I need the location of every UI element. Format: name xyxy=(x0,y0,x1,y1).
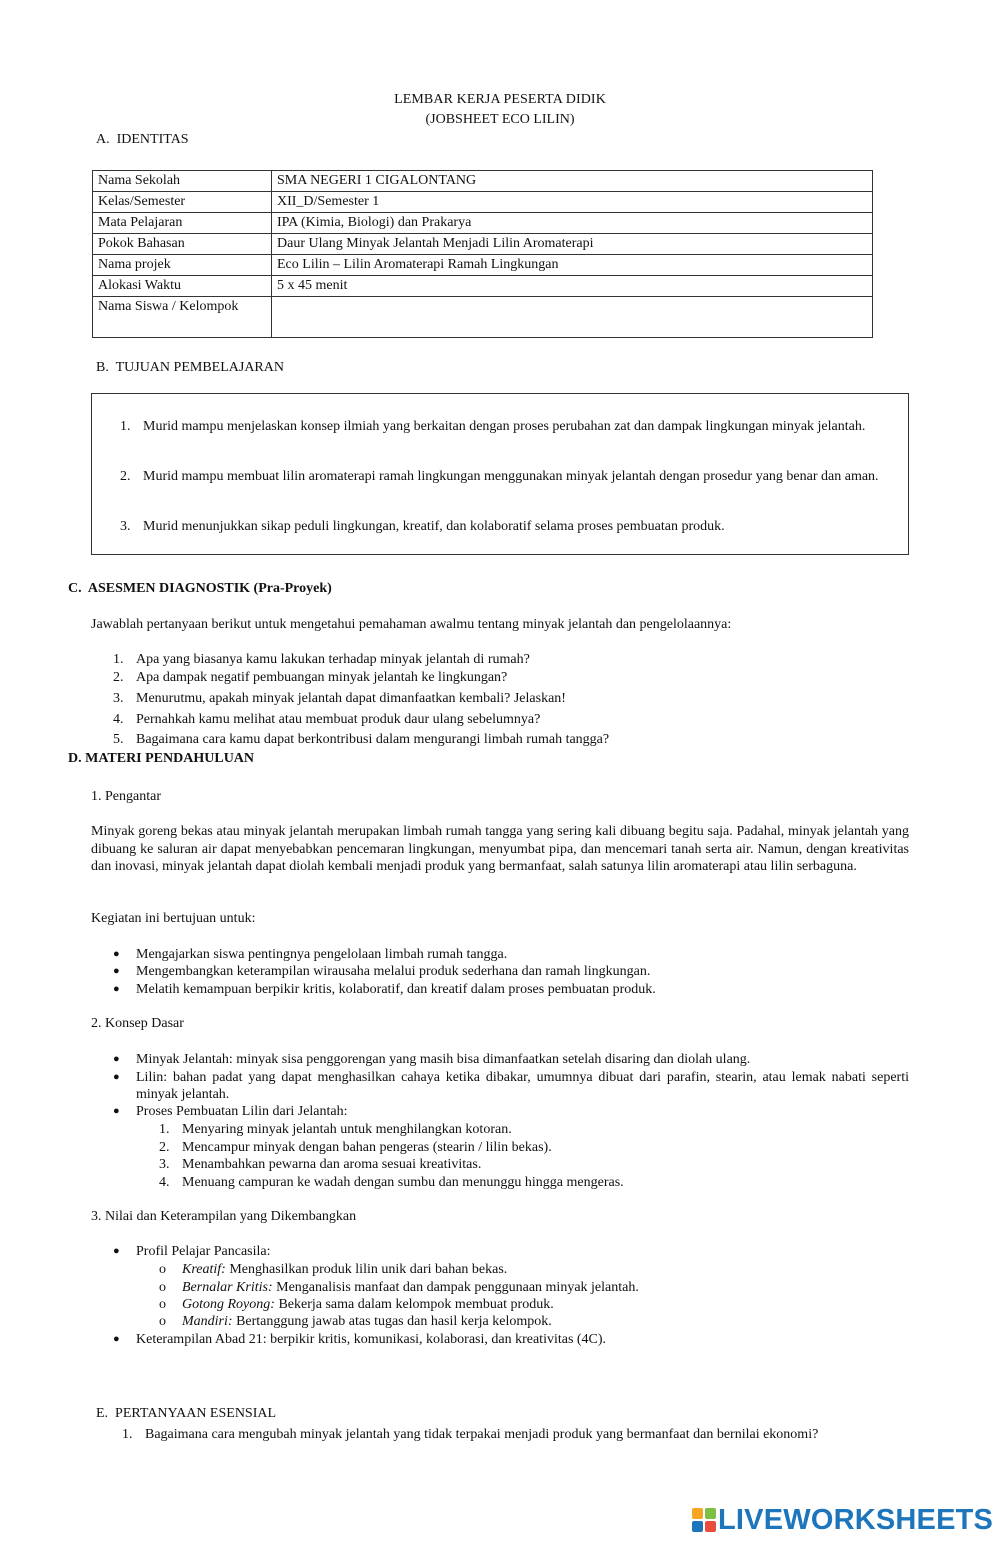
list-item xyxy=(120,468,900,486)
identity-value: Eco Lilin – Lilin Aromaterapi Ramah Lingkungan xyxy=(272,255,873,276)
list-item xyxy=(113,963,909,980)
document-title: LEMBAR KERJA PESERTA DIDIK xyxy=(394,92,606,107)
profil-term: Kreatif: xyxy=(182,1262,226,1277)
table-row xyxy=(93,297,873,338)
list-number: 3. xyxy=(113,691,124,706)
circle-bullet-icon: o xyxy=(159,1314,166,1329)
identity-label: Kelas/Semester xyxy=(93,192,272,213)
bullet-icon: ● xyxy=(113,1333,120,1345)
bullet-icon: ● xyxy=(113,948,120,960)
list-text: Apa dampak negatif pembuangan minyak jelantah ke lingkungan? xyxy=(136,670,508,685)
profil-term: Gotong Royong: xyxy=(182,1297,275,1312)
list-number: 1. xyxy=(120,419,131,434)
list-number: 5. xyxy=(113,732,124,747)
identity-label: Mata Pelajaran xyxy=(93,213,272,234)
list-text: Bagaimana cara mengubah minyak jelantah yang tidak terpakai menjadi produk yang bermanfaat dan bernilai ekonomi? xyxy=(145,1427,819,1442)
bullet-icon: ● xyxy=(113,1105,120,1117)
liveworksheets-logo xyxy=(692,1503,993,1537)
list-text: Menganalisis manfaat dan dampak penggunaan minyak jelantah. xyxy=(272,1280,639,1295)
list-number: 4. xyxy=(159,1175,170,1190)
table-row xyxy=(93,255,873,276)
list-text: Bertanggung jawab atas tugas dan hasil kerja kelompok. xyxy=(232,1314,552,1329)
list-text: Menuang campuran ke wadah dengan sumbu dan menunggu hingga mengeras. xyxy=(182,1175,624,1190)
list-text: Murid mampu membuat lilin aromaterapi ramah lingkungan menggunakan minyak jelantah dengan prosedur yang benar dan aman. xyxy=(143,469,879,484)
list-text: Menghasilkan produk lilin unik dari bahan bekas. xyxy=(225,1262,508,1277)
bullet-icon: ● xyxy=(113,1071,120,1083)
identity-value: Daur Ulang Minyak Jelantah Menjadi Lilin Aromaterapi xyxy=(272,234,873,255)
list-text: Mencampur minyak dengan bahan pengeras (stearin / lilin bekas). xyxy=(182,1140,552,1155)
list-number: 3. xyxy=(120,519,131,534)
subsection-title: 1. Pengantar xyxy=(91,789,161,804)
document-subtitle: (JOBSHEET ECO LILIN) xyxy=(425,112,575,127)
logo-text: LIVEWORKSHEETS xyxy=(718,1503,994,1536)
list-item xyxy=(113,1243,909,1260)
learning-objectives-box xyxy=(91,393,909,555)
section-d-heading: D. MATERI PENDAHULUAN xyxy=(68,751,255,766)
subsection-title: 2. Konsep Dasar xyxy=(91,1016,184,1031)
list-text: Profil Pelajar Pancasila: xyxy=(136,1244,271,1259)
list-text: Keterampilan Abad 21: berpikir kritis, komunikasi, kolaborasi, dan kreativitas (4C). xyxy=(136,1332,607,1347)
list-text: Menurutmu, apakah minyak jelantah dapat dimanfaatkan kembali? Jelaskan! xyxy=(136,691,566,706)
list-item xyxy=(113,1331,909,1348)
identity-label: Pokok Bahasan xyxy=(93,234,272,255)
list-item xyxy=(120,418,900,436)
section-c-intro: Jawablah pertanyaan berikut untuk mengetahui pemahaman awalmu tentang minyak jelantah dan pengelolaannya: xyxy=(91,617,732,632)
section-b-heading: B. TUJUAN PEMBELAJARAN xyxy=(96,360,284,375)
purpose-intro: Kegiatan ini bertujuan untuk: xyxy=(91,911,256,926)
bullet-icon: ● xyxy=(113,965,120,977)
list-number: 1. xyxy=(113,652,124,667)
list-number: 4. xyxy=(113,712,124,727)
list-text: Menambahkan pewarna dan aroma sesuai kreativitas. xyxy=(182,1157,482,1172)
list-text: Proses Pembuatan Lilin dari Jelantah: xyxy=(136,1104,348,1119)
list-text: Lilin: bahan padat yang dapat menghasilkan cahaya ketika dibakar, umumnya dibuat dari parafin, stearin, atau lemak nabati seperti minyak jelantah. xyxy=(136,1070,909,1102)
table-row xyxy=(93,234,873,255)
list-text: Pernahkah kamu melihat atau membuat produk daur ulang sebelumnya? xyxy=(136,712,541,727)
list-text: Apa yang biasanya kamu lakukan terhadap minyak jelantah di rumah? xyxy=(136,652,530,667)
profil-term: Bernalar Kritis: xyxy=(182,1280,273,1295)
list-number: 2. xyxy=(113,670,124,685)
table-row xyxy=(93,276,873,297)
circle-bullet-icon: o xyxy=(159,1280,166,1295)
section-a-heading: A. IDENTITAS xyxy=(96,132,189,147)
section-c-heading: C. ASESMEN DIAGNOSTIK (Pra-Proyek) xyxy=(68,581,332,596)
list-text: Minyak Jelantah: minyak sisa penggorengan yang masih bisa dimanfaatkan setelah disaring dan diolah ulang. xyxy=(136,1052,751,1067)
list-number: 2. xyxy=(120,469,131,484)
section-e-heading: E. PERTANYAAN ESENSIAL xyxy=(96,1406,277,1421)
identity-label: Nama projek xyxy=(93,255,272,276)
identity-value: 5 x 45 menit xyxy=(272,276,873,297)
bullet-icon: ● xyxy=(113,983,120,995)
list-text: Mengembangkan keterampilan wirausaha melalui produk sederhana dan ramah lingkungan. xyxy=(136,964,651,979)
bullet-icon: ● xyxy=(113,1245,120,1257)
identity-label: Alokasi Waktu xyxy=(93,276,272,297)
list-item xyxy=(113,981,909,998)
subsection-title: 3. Nilai dan Keterampilan yang Dikembangkan xyxy=(91,1209,357,1224)
list-item xyxy=(120,518,900,536)
table-row xyxy=(93,192,873,213)
table-row xyxy=(93,171,873,192)
list-number: 1. xyxy=(122,1427,133,1442)
list-number: 3. xyxy=(159,1157,170,1172)
liveworksheets-logo-icon xyxy=(692,1508,716,1532)
list-item xyxy=(113,1051,909,1068)
list-item xyxy=(113,1103,909,1120)
list-text: Murid menunjukkan sikap peduli lingkungan, kreatif, dan kolaboratif selama proses pembuatan produk. xyxy=(143,519,725,534)
list-item xyxy=(113,946,909,963)
identity-value: SMA NEGERI 1 CIGALONTANG xyxy=(272,171,873,192)
list-text: Melatih kemampuan berpikir kritis, kolaboratif, dan kreatif dalam proses pembuatan produk. xyxy=(136,982,656,997)
identity-value: XII_D/Semester 1 xyxy=(272,192,873,213)
bullet-icon: ● xyxy=(113,1053,120,1065)
circle-bullet-icon: o xyxy=(159,1297,166,1312)
list-text: Menyaring minyak jelantah untuk menghilangkan kotoran. xyxy=(182,1122,512,1137)
list-text: Murid mampu menjelaskan konsep ilmiah yang berkaitan dengan proses perubahan zat dan dampak lingkungan minyak jelantah. xyxy=(143,419,866,434)
list-text: Bekerja sama dalam kelompok membuat produk. xyxy=(274,1297,554,1312)
identity-value: IPA (Kimia, Biologi) dan Prakarya xyxy=(272,213,873,234)
intro-paragraph: Minyak goreng bekas atau minyak jelantah merupakan limbah rumah tangga yang sering kali dibuang begitu saja. Padahal, minyak jelantah yang dibuang ke saluran air dapat menyebabkan pencemaran lingkungan, menyumbat pipa, dan mencemari tanah serta air. Namun, dengan kreativitas dan inovasi, minyak jelantah dapat diolah kembali menjadi produk yang bermanfaat, salah satunya lilin aromaterapi atau lilin serbaguna. xyxy=(91,824,909,874)
student-name-field[interactable] xyxy=(272,297,873,338)
identity-label: Nama Sekolah xyxy=(93,171,272,192)
list-text: Mengajarkan siswa pentingnya pengelolaan limbah rumah tangga. xyxy=(136,947,508,962)
profil-term: Mandiri: xyxy=(182,1314,233,1329)
identity-table xyxy=(92,170,873,338)
circle-bullet-icon: o xyxy=(159,1262,166,1277)
list-item xyxy=(113,1069,909,1103)
list-number: 2. xyxy=(159,1140,170,1155)
identity-label: Nama Siswa / Kelompok xyxy=(93,297,272,338)
table-row xyxy=(93,213,873,234)
list-number: 1. xyxy=(159,1122,170,1137)
list-text: Bagaimana cara kamu dapat berkontribusi dalam mengurangi limbah rumah tangga? xyxy=(136,732,610,747)
